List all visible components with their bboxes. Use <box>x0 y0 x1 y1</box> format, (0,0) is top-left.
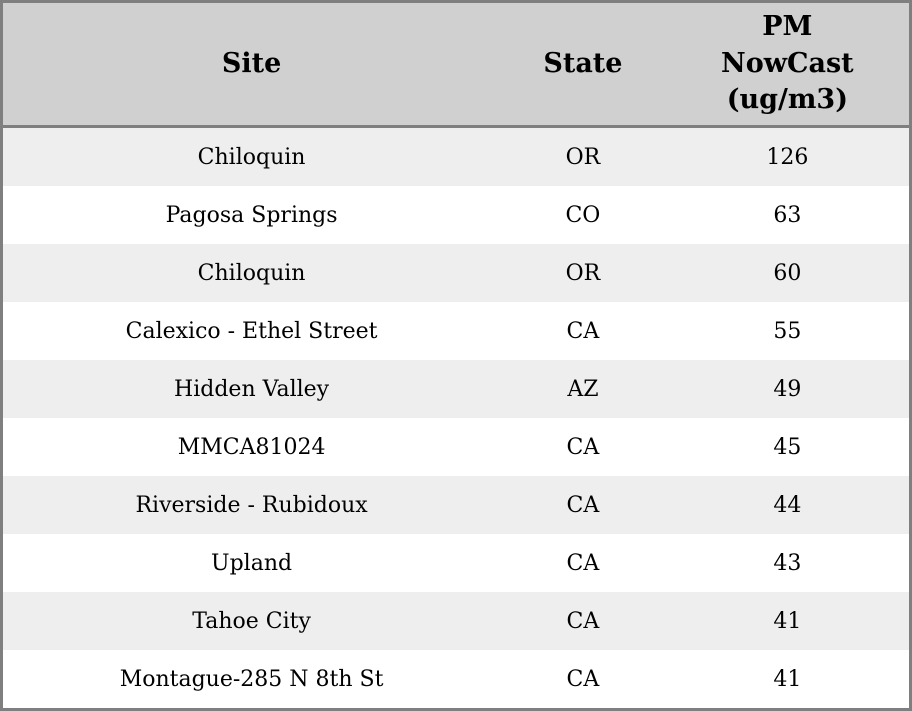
table-row <box>2 476 911 534</box>
site-cell: Chiloquin <box>197 260 306 286</box>
table-row <box>2 302 911 360</box>
value-cell: 55 <box>773 318 802 344</box>
state-cell: CA <box>566 318 600 344</box>
column-header-pm-nowcast-label: PM NowCast (ug/m3) <box>721 11 854 116</box>
table-body <box>2 127 911 710</box>
column-header-site-label: Site <box>221 47 282 79</box>
value-cell: 60 <box>773 260 802 286</box>
table-row <box>2 418 911 476</box>
table-row <box>2 534 911 592</box>
site-cell: Riverside - Rubidoux <box>135 492 368 518</box>
site-cell: MMCA81024 <box>177 434 326 460</box>
table-row <box>2 592 911 650</box>
state-cell: CA <box>566 434 600 460</box>
state-cell: AZ <box>567 376 599 402</box>
state-cell: CO <box>565 202 601 228</box>
table-row <box>2 244 911 302</box>
value-cell: 49 <box>773 376 802 402</box>
value-cell: 43 <box>773 550 802 576</box>
site-cell: Pagosa Springs <box>165 202 338 228</box>
value-cell: 41 <box>773 608 802 634</box>
column-header-state <box>500 2 666 127</box>
table-row <box>2 127 911 187</box>
column-header-site <box>2 2 501 127</box>
header-row <box>2 2 911 127</box>
state-cell: OR <box>565 260 601 286</box>
state-cell: CA <box>566 666 600 692</box>
value-cell: 63 <box>773 202 802 228</box>
column-header-state-label: State <box>543 47 623 79</box>
state-cell: CA <box>566 550 600 576</box>
table-header <box>2 2 911 127</box>
site-cell: Tahoe City <box>192 608 311 634</box>
value-cell: 45 <box>773 434 802 460</box>
value-cell: 44 <box>773 492 802 518</box>
value-cell: 41 <box>773 666 802 692</box>
state-cell: CA <box>566 608 600 634</box>
value-cell: 126 <box>766 144 809 170</box>
site-cell: Hidden Valley <box>174 376 330 402</box>
site-cell: Montague-285 N 8th St <box>119 666 384 692</box>
table-row <box>2 360 911 418</box>
site-cell: Calexico - Ethel Street <box>125 318 378 344</box>
site-cell: Chiloquin <box>197 144 306 170</box>
column-header-pm-nowcast <box>666 2 911 127</box>
site-cell: Upland <box>211 550 293 576</box>
state-cell: CA <box>566 492 600 518</box>
table-row <box>2 186 911 244</box>
state-cell: OR <box>565 144 601 170</box>
table-row <box>2 650 911 710</box>
